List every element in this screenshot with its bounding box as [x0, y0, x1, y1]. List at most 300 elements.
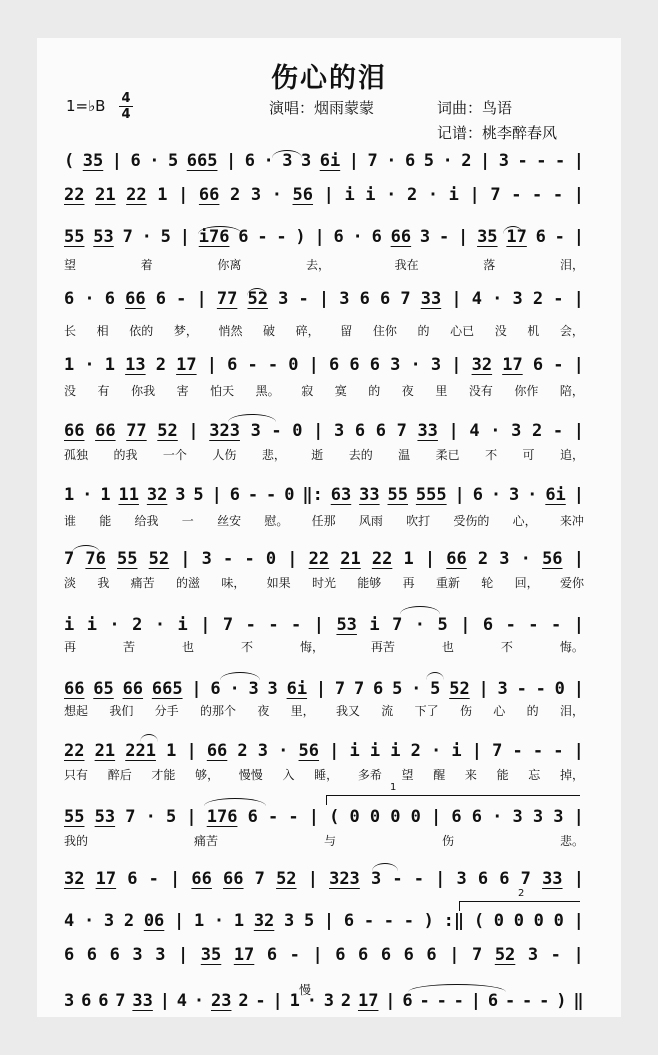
- note: 4: [64, 911, 75, 931]
- volta-number-1: 1: [390, 782, 397, 793]
- beamed-notes: 32: [253, 911, 275, 931]
- beamed-notes: 66: [446, 549, 467, 569]
- score-symbol: (: [473, 911, 485, 931]
- score-row: [64, 354, 584, 376]
- note: 5: [165, 807, 177, 827]
- beamed-notes: 66: [64, 421, 85, 441]
- lyric-word: 柔已: [435, 447, 460, 462]
- lyric-word: 给我: [134, 513, 159, 528]
- score-symbol: ): [423, 911, 434, 931]
- bar-line: |: [272, 991, 283, 1011]
- beamed-notes: 21: [94, 741, 116, 761]
- lyric-word: 去的: [348, 447, 373, 462]
- lyric-word: 的滋: [175, 575, 200, 590]
- lyric-word: 才能: [151, 767, 176, 782]
- lyric-word: 我的: [64, 833, 89, 848]
- note: 0: [513, 911, 524, 931]
- notes-line: [64, 678, 584, 700]
- score-symbol: -: [288, 807, 299, 827]
- score-symbol: ·: [145, 807, 156, 827]
- score-symbol: -: [504, 991, 516, 1011]
- beamed-notes: 17: [506, 227, 527, 247]
- note: 6: [210, 679, 221, 699]
- note: 6: [98, 991, 109, 1011]
- lyric-word: 一: [181, 513, 194, 528]
- lyric-word: 的: [368, 383, 381, 398]
- lyric-word: 我又: [335, 703, 360, 718]
- beamed-notes: 55: [117, 549, 138, 569]
- note: 3: [339, 289, 350, 309]
- score-symbol: -: [267, 807, 279, 827]
- note: 3: [155, 945, 166, 965]
- note: 3: [250, 421, 261, 441]
- beamed-notes: 52: [449, 679, 470, 699]
- beamed-notes: 17: [357, 991, 379, 1011]
- notes-line: [64, 288, 584, 310]
- lyric-word: 你作: [514, 383, 539, 398]
- lyric-word: 重新: [435, 575, 460, 590]
- lyric-word: 回，: [514, 575, 539, 590]
- note: 6: [403, 945, 414, 965]
- score-symbol: -: [257, 227, 268, 247]
- note: 4: [469, 421, 480, 441]
- note: 3: [132, 945, 143, 965]
- score-symbol: -: [553, 355, 564, 375]
- lyric-word: 风雨: [358, 513, 383, 528]
- lyric-word: 慢慢: [238, 767, 263, 782]
- score-symbol: -: [553, 741, 564, 761]
- score-symbol: ·: [229, 679, 240, 699]
- note: 0: [288, 355, 299, 375]
- lyric-word: 爱你: [559, 575, 584, 590]
- score-row: [64, 910, 584, 932]
- beamed-notes: 22: [126, 185, 147, 205]
- score-symbol: -: [247, 485, 259, 505]
- lyric-word: 长: [64, 323, 77, 338]
- bar-line: |: [573, 945, 584, 965]
- score-row: [64, 150, 584, 172]
- lyric-word: 相: [96, 323, 109, 338]
- score-symbol: -: [266, 485, 277, 505]
- note: 5: [303, 911, 315, 931]
- beamed-notes: 17: [233, 945, 255, 965]
- beamed-notes: 33: [132, 991, 153, 1011]
- notes-line: [64, 354, 584, 376]
- score-symbol: -: [148, 869, 159, 889]
- note: 6: [343, 911, 355, 931]
- notes-line: [64, 184, 584, 206]
- bar-line: |: [206, 355, 217, 375]
- note: 1: [100, 485, 111, 505]
- note: 0: [533, 911, 544, 931]
- score-symbol: ·: [490, 485, 502, 505]
- lyric-word: 味，: [221, 575, 246, 590]
- bar-line: |: [329, 741, 340, 761]
- notes-line: [64, 806, 584, 828]
- beamed-notes: 555: [415, 485, 447, 505]
- bar-line: |: [573, 807, 584, 827]
- note: 2: [238, 991, 249, 1011]
- beamed-notes: 52: [157, 421, 178, 441]
- bar-line: |: [159, 991, 170, 1011]
- bar-line: |: [451, 355, 462, 375]
- beamed-notes: 55: [64, 807, 85, 827]
- lyric-word: 谁: [64, 513, 77, 528]
- score-row: [64, 548, 584, 570]
- note: 6: [487, 991, 499, 1011]
- lyric-word: 流: [381, 703, 394, 718]
- beamed-notes: 66: [223, 869, 244, 889]
- note: 6: [373, 679, 384, 699]
- note: 3: [175, 485, 186, 505]
- score-symbol: -: [535, 679, 546, 699]
- lyric-word: 想起: [64, 703, 89, 718]
- lyric-word: 追，: [559, 447, 584, 462]
- lyric-word: 能够: [357, 575, 382, 590]
- score-symbol: -: [539, 991, 550, 1011]
- lyric-word: 也: [441, 639, 454, 654]
- score-symbol: ·: [154, 615, 166, 635]
- bar-line: |: [211, 485, 222, 505]
- score-symbol: ·: [83, 911, 95, 931]
- note: i: [365, 185, 376, 205]
- note: 6: [229, 485, 240, 505]
- note: 2: [532, 289, 544, 309]
- lyric-word: 的: [417, 323, 430, 338]
- note: 3: [553, 807, 564, 827]
- score-symbol: (: [329, 807, 340, 827]
- note: 7: [396, 421, 407, 441]
- beamed-notes: 33: [359, 485, 380, 505]
- note: 7: [472, 945, 483, 965]
- score-row: [64, 614, 584, 636]
- bar-line: |: [478, 679, 489, 699]
- lyric-word: 没: [494, 323, 507, 338]
- note: i: [349, 741, 360, 761]
- lyric-word: 痛苦: [193, 833, 218, 848]
- bar-line: |: [170, 869, 181, 889]
- bar-line: |: [323, 911, 335, 931]
- lyric-word: 不: [485, 447, 498, 462]
- lyric-word: 害: [176, 383, 189, 398]
- note: 6: [64, 289, 75, 309]
- score-row: [64, 740, 584, 762]
- note: 5: [160, 227, 171, 247]
- bar-line: |: [315, 679, 327, 699]
- note: 7: [490, 185, 501, 205]
- bar-line: |: [573, 869, 584, 889]
- lyric-word: 的我: [113, 447, 138, 462]
- note: 3: [512, 807, 523, 827]
- lyric-word: 够，: [195, 767, 220, 782]
- beamed-notes: 665: [186, 151, 218, 171]
- lyric-word: 分手: [154, 703, 179, 718]
- bar-line: |: [573, 151, 584, 171]
- note: 6: [371, 227, 382, 247]
- note: 6: [471, 807, 482, 827]
- score-symbol: -: [517, 151, 528, 171]
- score-symbol: -: [554, 227, 565, 247]
- note: 6: [81, 991, 92, 1011]
- note: 2: [230, 185, 241, 205]
- bar-line: |: [471, 741, 483, 761]
- note: 2: [477, 549, 489, 569]
- lyric-word: 有: [97, 383, 110, 398]
- bar-line: |: [449, 945, 460, 965]
- note: 6: [482, 615, 494, 635]
- note: 1: [403, 549, 414, 569]
- note: 6: [266, 945, 278, 965]
- lyrics-line: [64, 446, 584, 462]
- score-symbol: ·: [271, 185, 282, 205]
- bar-line: |: [470, 991, 482, 1011]
- lyric-word: 陪，: [559, 383, 584, 398]
- note: 6: [535, 227, 546, 247]
- note: 0: [349, 807, 360, 827]
- score-symbol: -: [363, 911, 375, 931]
- lyric-word: 多希: [357, 767, 382, 782]
- score-row: [64, 288, 584, 310]
- note: 6: [369, 355, 380, 375]
- note: 3: [103, 911, 115, 931]
- bar-line: |: [469, 185, 480, 205]
- note: i: [64, 615, 75, 635]
- score-symbol: ): [295, 227, 306, 247]
- note: 3: [278, 289, 289, 309]
- beamed-notes: 32: [146, 485, 168, 505]
- bar-line: |: [225, 151, 237, 171]
- bar-line: |: [179, 227, 190, 247]
- beamed-notes: 11: [118, 485, 139, 505]
- score-symbol: -: [438, 227, 450, 247]
- score-symbol: -: [532, 185, 543, 205]
- lyric-word: 来: [464, 767, 477, 782]
- lyric-word: 去，: [305, 257, 330, 272]
- lyric-word: 的: [526, 703, 539, 718]
- lyrics-line: [64, 512, 584, 528]
- bar-line: |: [287, 549, 298, 569]
- score-row: [64, 678, 584, 700]
- note: 6: [354, 421, 366, 441]
- beamed-notes: 55: [387, 485, 408, 505]
- score-symbol: ·: [306, 991, 317, 1011]
- lyrics-line: [64, 256, 584, 272]
- lyric-word: 逝: [311, 447, 324, 462]
- score-row: [64, 806, 584, 828]
- score-symbol: -: [532, 741, 544, 761]
- score-row: [64, 420, 584, 442]
- note: 3: [497, 679, 508, 699]
- score-symbol: -: [516, 679, 527, 699]
- note: 7: [400, 289, 411, 309]
- lyric-word: 苦: [122, 639, 135, 654]
- lyric-word: 痛苦: [130, 575, 155, 590]
- lyric-word: 轮: [481, 575, 494, 590]
- bar-line: |: [573, 485, 584, 505]
- score-symbol: -: [276, 227, 287, 247]
- lyric-word: 只有: [64, 767, 89, 782]
- lyric-word: 的那个: [199, 703, 236, 718]
- beamed-notes: 13: [125, 355, 146, 375]
- lyric-word: 一个: [162, 447, 187, 462]
- beamed-notes: 22: [64, 741, 85, 761]
- score-symbol: -: [289, 945, 300, 965]
- note: 6: [130, 151, 141, 171]
- beamed-notes: 17: [95, 869, 117, 889]
- beamed-notes: 23: [210, 991, 232, 1011]
- lyric-word: 依的: [129, 323, 154, 338]
- note: 3: [509, 485, 520, 505]
- note: 3: [456, 869, 467, 889]
- note: 2: [406, 185, 418, 205]
- lyric-word: 温: [398, 447, 411, 462]
- score-symbol: ·: [527, 485, 538, 505]
- volta-bracket-1: [326, 795, 580, 796]
- lyric-word: 淡: [64, 575, 77, 590]
- lyric-word: 寞: [334, 383, 347, 398]
- lyric-word: 机: [527, 323, 540, 338]
- lyrics-line: [64, 832, 584, 848]
- notes-line: [64, 614, 584, 636]
- note: 4: [176, 991, 188, 1011]
- lyric-word: 碎，: [295, 323, 320, 338]
- beamed-notes: 35: [82, 151, 104, 171]
- beamed-notes: 66: [64, 679, 85, 699]
- note: 2: [237, 741, 248, 761]
- note: 3: [201, 549, 212, 569]
- note: 3: [430, 355, 442, 375]
- bar-line: |: [385, 991, 396, 1011]
- note: 6: [402, 991, 413, 1011]
- bar-line: |: [308, 355, 319, 375]
- beamed-notes: 66: [125, 289, 146, 309]
- lyric-word: 悔。: [559, 639, 584, 654]
- note: 0: [493, 911, 505, 931]
- note: 6: [349, 355, 360, 375]
- lyrics-line: [64, 638, 584, 654]
- score-row: [64, 990, 584, 1012]
- lyric-word: 怕天: [210, 383, 235, 398]
- bar-line: |: [454, 485, 465, 505]
- score-symbol: -: [223, 549, 234, 569]
- bar-line: |: [424, 549, 436, 569]
- time-signature-bottom: 4: [121, 107, 131, 122]
- beamed-notes: 66: [198, 185, 220, 205]
- beamed-notes: 56: [298, 741, 320, 761]
- bar-line: |: [186, 807, 197, 827]
- note: 1: [64, 485, 75, 505]
- lyrics-line: [64, 322, 584, 338]
- lyric-word: 来冲: [559, 513, 584, 528]
- note: i: [451, 741, 462, 761]
- bar-line: |: [180, 549, 191, 569]
- bar-line: |: [200, 615, 211, 635]
- note: 6: [451, 807, 462, 827]
- score-symbol: (: [64, 151, 75, 171]
- lyric-word: 我们: [109, 703, 134, 718]
- score-symbol: -: [505, 615, 516, 635]
- bar-line: |: [458, 227, 469, 247]
- score-symbol: ·: [492, 289, 503, 309]
- lyric-word: 再: [402, 575, 415, 590]
- note: i: [344, 185, 355, 205]
- note: 1: [166, 741, 177, 761]
- note: 6: [404, 151, 416, 171]
- beamed-notes: 77: [126, 421, 147, 441]
- beamed-notes: 66: [206, 741, 228, 761]
- note: 6: [109, 945, 120, 965]
- score-symbol: -: [298, 289, 309, 309]
- note: 0: [410, 807, 421, 827]
- score-symbol: ·: [352, 227, 363, 247]
- score-symbol: ·: [410, 355, 421, 375]
- score-symbol: ·: [386, 151, 397, 171]
- lyric-word: 睡，: [314, 767, 339, 782]
- bar-line: |: [573, 679, 584, 699]
- score-symbol: -: [291, 615, 302, 635]
- note: 2: [123, 911, 135, 931]
- note: 3: [390, 355, 401, 375]
- lyric-word: 望: [64, 257, 77, 272]
- beamed-notes: 53: [93, 227, 114, 247]
- bar-line: |: [448, 421, 459, 441]
- lyric-word: 你我: [131, 383, 156, 398]
- score-symbol: -: [511, 185, 522, 205]
- note: 2: [531, 421, 543, 441]
- beamed-notes: 33: [417, 421, 438, 441]
- beamed-notes: 35: [477, 227, 498, 247]
- score-symbol: ·: [109, 615, 120, 635]
- volta-tick: [459, 901, 460, 911]
- lyric-word: 下了: [414, 703, 439, 718]
- bar-line: |: [573, 741, 584, 761]
- bar-line: |: [174, 911, 185, 931]
- score-symbol: -: [522, 991, 533, 1011]
- beamed-notes: 56: [542, 549, 563, 569]
- score-symbol: ·: [84, 289, 95, 309]
- note: 6: [247, 807, 258, 827]
- bar-line: |: [323, 185, 334, 205]
- lyrics-line: [64, 766, 584, 782]
- note: 0: [553, 911, 564, 931]
- lyric-word: 里，: [290, 703, 315, 718]
- bar-line: |: [348, 151, 359, 171]
- score-symbol: -: [413, 869, 424, 889]
- note: 7: [353, 679, 365, 699]
- note: 7: [492, 741, 503, 761]
- note: 6: [86, 945, 98, 965]
- bar-line: |: [314, 227, 325, 247]
- score-symbol: -: [245, 615, 256, 635]
- note: 3: [499, 549, 510, 569]
- beamed-notes: 52: [247, 289, 268, 309]
- lyric-word: 住你: [372, 323, 397, 338]
- score-symbol: -: [552, 421, 564, 441]
- note: 6: [426, 945, 437, 965]
- beamed-notes: 221: [125, 741, 156, 761]
- score-symbol: -: [436, 991, 447, 1011]
- note: 0: [390, 807, 401, 827]
- note: i: [86, 615, 97, 635]
- note: 2: [340, 991, 352, 1011]
- bar-line: |: [191, 679, 202, 699]
- beamed-notes: 22: [308, 549, 330, 569]
- bar-line: |: [430, 807, 442, 827]
- score-symbol: -: [383, 911, 395, 931]
- note: 0: [369, 807, 381, 827]
- lyric-word: 落: [483, 257, 496, 272]
- lyric-word: 心已: [450, 323, 475, 338]
